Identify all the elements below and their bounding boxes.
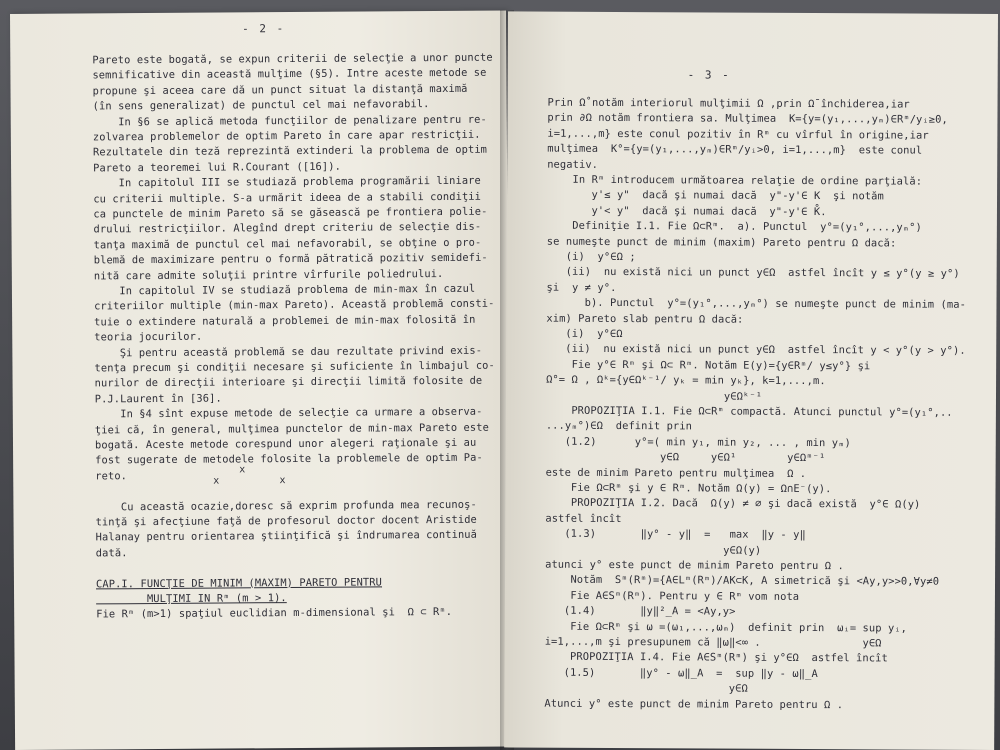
- text-line: cu criterii multiple. S-a urmărit ideea de a stabili condiţii: [93, 190, 482, 206]
- text-line: bogată. Aceste metode corespund unor alegeri raţionale şi au: [94, 436, 477, 452]
- text-line: y∈Ω(y): [545, 543, 762, 557]
- text-line: negativ.: [547, 158, 599, 171]
- text-line: Rezultatele din teză reprezintă extinderi la problema de optim: [92, 144, 488, 159]
- text-line: drului restricţiilor. Alegînd drept criteriu de selecţie dis-: [93, 221, 482, 236]
- text-line: Şi pentru această problemă se dau rezultate privind exis-: [94, 344, 483, 360]
- text-line: Cu această ocazie,doresc să exprim profunda mea recunoş-: [95, 498, 477, 514]
- text-line: tinţă şi afecţiune faţă de profesorul doctor docent Aristide: [95, 513, 477, 529]
- text-line: PROPOZIŢIA I.4. Fie A∈Sᵐ(Rᵐ) şi y°∈Ω astfel încît: [544, 651, 888, 665]
- text-line: xim) Pareto slab pentru Ω dacă:: [546, 312, 744, 326]
- text-line: P.J.Laurent în [36].: [94, 392, 222, 406]
- text-line: Atunci y° este punct de minim Pareto pentru Ω .: [544, 697, 844, 711]
- text-line: (1.5) ‖y° - ω‖_A = sup ‖y - ω‖_A: [544, 666, 818, 680]
- text-line: criteriilor multiple (min-max Pareto). Această problemă consti-: [94, 298, 495, 313]
- text-line: In capitolul IV se studiază problema de min-max în cazul: [93, 282, 476, 298]
- text-line: Fie Ω⊂Rᵐ şi y ∈ Rᵐ. Notăm Ω(y) = Ω∩E⁻(y).: [545, 481, 832, 496]
- text-line: (în sens generalizat) de punctul cel mai nefavorabil.: [92, 98, 430, 113]
- text-line: b). Punctul y°=(y₁°,...,yₘ°) se numeşte punct de minim (ma-: [546, 296, 966, 312]
- text-line: astfel încît: [545, 512, 622, 525]
- text-line: Fie Ω⊂Rᵐ şi ω =(ω₁,...,ωₘ) definit prin ωᵢ= sup yᵢ,: [544, 620, 908, 635]
- text-line: (i) y°∈Ω: [546, 327, 623, 341]
- text-line: (ii) nu există nici un punct y∈Ω astfel încît y < y°(y > y°).: [546, 343, 966, 358]
- text-line: atunci y° este punct de minim Pareto pentru Ω .: [545, 558, 844, 573]
- text-line: tenţa precum şi condiţii necesare şi suficiente în limbajul co-: [94, 359, 495, 375]
- text-line: dată.: [95, 546, 128, 560]
- text-line: semnificative din această mulţime (§5). Intre aceste metode se: [92, 67, 487, 82]
- text-line: In §4 sînt expuse metode de selecţie ca urmare a observa-: [94, 405, 483, 421]
- text-line: şi y ≠ y°.: [546, 281, 617, 294]
- text-line: Definiţie I.1. Fie Ω⊂Rᵐ. a). Punctul y°=(y₁°,...,yₘ°): [546, 219, 922, 234]
- text-line: i=1,...,m} este conul pozitiv în Rᵐ cu vîrful în origine,iar: [547, 127, 929, 142]
- text-line: i=1,...,m şi presupunem că ‖ω‖<∞ . y∈Ω: [544, 635, 882, 650]
- text-line: prin ∂Ω notăm frontiera sa. Mulţimea K={y=(y₁,...,yₘ)∈Rᵐ/yᵢ≥0,: [547, 112, 948, 127]
- text-line: ţiei că, în general, mulţimea punctelor de min-max Pareto este: [94, 421, 490, 437]
- page-number: - 2 -: [242, 22, 286, 36]
- text-line: y∈Ωᵏ⁻¹: [545, 389, 763, 403]
- text-line: MULŢIMI IN Rᵐ (m > 1).: [96, 592, 287, 606]
- text-line: Fie Rᵐ (m>1) spaţiul euclidian m-dimensional şi Ω ⊂ Rᵐ.: [96, 606, 453, 621]
- right-page: [504, 11, 998, 750]
- text-line: nită care admite soluţii printre vîrfurile poliedrului.: [93, 267, 444, 283]
- text-line: y'< y" dacă şi numai dacă y"-y'∈ K̊.: [546, 204, 827, 218]
- text-line: y'≤ y" dacă şi numai dacă y"-y'∈ K şi notăm: [547, 189, 884, 203]
- text-line: teoria jocurilor.: [94, 330, 203, 344]
- section-separator: x x x: [213, 464, 286, 487]
- text-line: ...yₘ°)∈Ω definit prin: [545, 420, 693, 433]
- text-line: reto.: [95, 469, 128, 483]
- text-line: (i) y°∈Ω ;: [546, 250, 636, 264]
- text-line: mulţimea K°={y=(y₁,...,yₘ)∈Rᵐ/yᵢ>0, i=1,...,m} este conul: [547, 142, 923, 157]
- text-line: se numeşte punct de minim (maxim) Pareto pentru Ω dacă:: [546, 235, 897, 250]
- text-line: propune şi aceea care dă un punct situat la distanţă maximă: [92, 82, 468, 98]
- text-line: Ω°= Ω , Ωᵏ={y∈Ωᵏ⁻¹/ yₖ = min yₖ}, k=1,...,m.: [546, 373, 826, 388]
- text-line: Halanay pentru orientarea ştiinţifică şi îndrumarea continuă: [95, 529, 478, 544]
- text-line: Fie A∈Sᵐ(Rᵐ). Pentru y ∈ Rᵐ vom nota: [544, 589, 800, 603]
- page-number: - 3 -: [687, 68, 731, 82]
- text-line: Fie y°∈ Rᵐ şi Ω⊂ Rᵐ. Notăm E(y)={y∈Rᵐ/ y≤y°} şi: [546, 358, 871, 373]
- text-line: blemă de maximizare pentru o formă pătratică pozitiv semidefi-: [93, 251, 488, 267]
- text-line: (1.3) ‖y° - y‖ = max ‖y - y‖: [545, 527, 806, 542]
- text-line: (1.2) y°=( min y₁, min y₂, ... , min yₘ): [545, 435, 851, 450]
- text-line: Prin Ω̊ notăm interiorul mulţimii Ω ,prin Ω̄ închiderea,iar: [547, 96, 910, 111]
- text-line: ca punctele de minim Pareto să se găsească pe frontiera polie-: [93, 205, 488, 221]
- text-line: In §6 se aplică metoda funcţiilor de penalizare pentru re-: [92, 113, 487, 129]
- text-line: nurilor de direcţii interioare şi direcţii limită folosite de: [94, 375, 483, 390]
- text-line: PROPOZIŢIA I.2. Dacă Ω(y) ≠ ∅ şi dacă există y°∈ Ω(y): [545, 497, 921, 511]
- text-line: CAP.I. FUNCŢIE DE MINIM (MAXIM) PARETO PENTRU: [95, 576, 383, 591]
- text-line: fost sugerate de metodele folosite la problemele de optim Pa-: [95, 452, 483, 467]
- text-line: Notăm Sᵐ(Rᵐ)={A∈Lᵐ(Rᵐ)/AK⊂K, A simetrică şi <Ay,y>>0,∀y≠0: [544, 574, 940, 589]
- text-line: tanţa maximă de punctul cel mai nefavorabil, se obţine o pro-: [93, 236, 482, 252]
- text-line: (1.4) ‖y‖²_A = <Ay,y>: [544, 604, 736, 618]
- text-line: PROPOZIŢIA I.1. Fie Ω⊂Rᵐ compactă. Atunci punctul y°=(y₁°,..: [545, 404, 953, 419]
- text-line: (ii) nu există nici un punct y∈Ω astfel încît y ≤ y°(y ≥ y°): [546, 266, 960, 281]
- text-line: Pareto este bogată, se expun criterii de selecţie a unor puncte: [92, 51, 493, 67]
- text-line: y∈Ω: [544, 681, 748, 695]
- text-line: In capitolul III se studiază problema programării liniare: [93, 174, 481, 190]
- text-line: tuie o extindere naturală a problemei de min-max folosită în: [94, 313, 476, 329]
- text-line: este de minim Pareto pentru mulţimea Ω .: [545, 466, 807, 480]
- text-line: y∈Ω y∈Ω¹ y∈Ωᵐ⁻¹: [545, 450, 826, 465]
- text-line: In Rᵐ introducem următoarea relaţie de ordine parţială:: [547, 173, 923, 188]
- text-line: Pareto a teoremei lui R.Courant ([16]).: [93, 160, 341, 175]
- left-page: [10, 11, 511, 750]
- text-line: zolvarea problemelor de optim Pareto în care apar restricţii.: [92, 128, 481, 144]
